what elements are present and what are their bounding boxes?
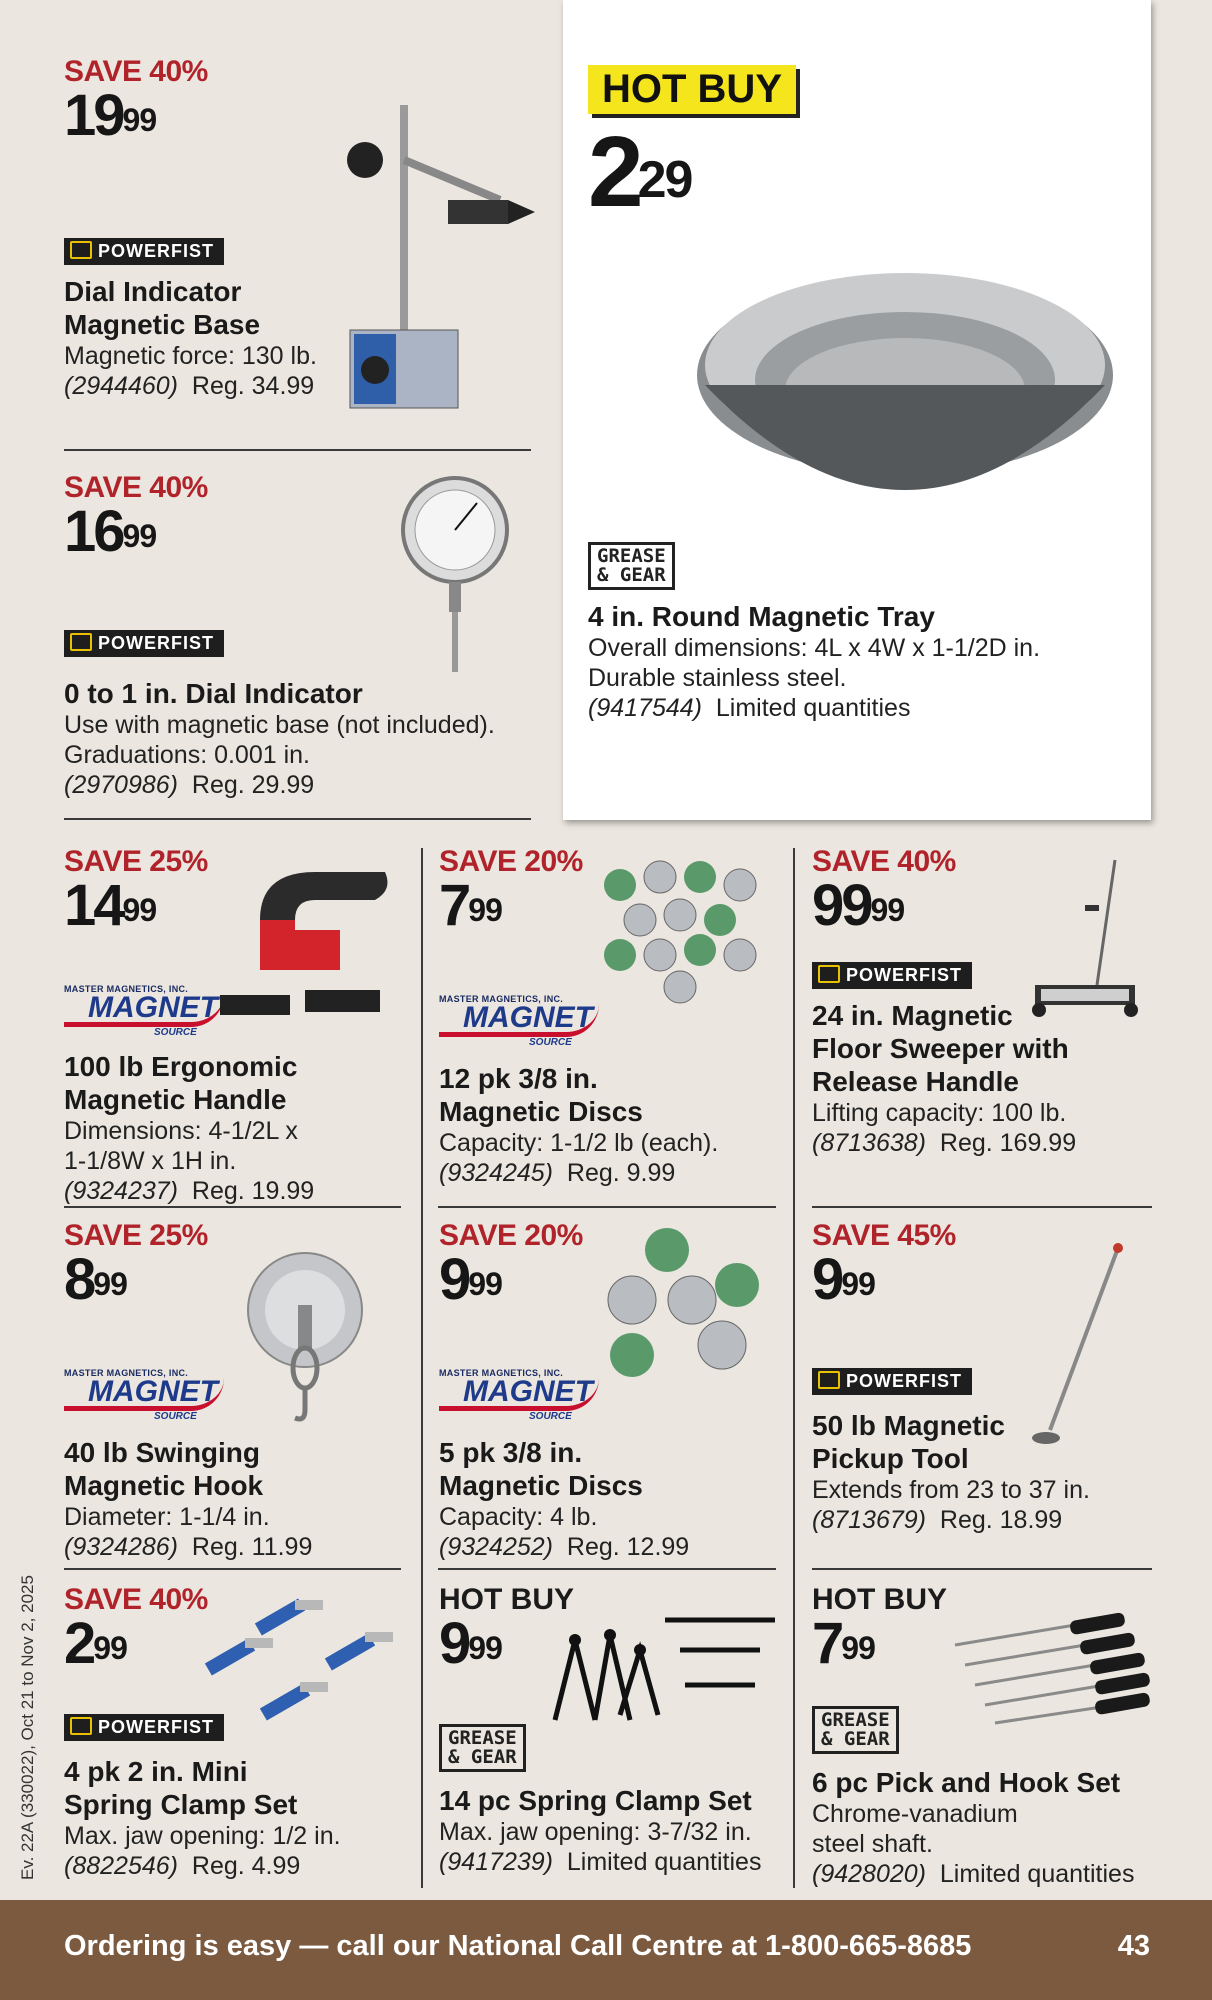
sku: (9417239) [439,1848,553,1876]
sale-price: $14^{99}$ [64,873,157,938]
sku: (2970986) [64,771,178,799]
sale-price: $7^{99}$ [439,873,502,938]
product-name: 6 pc Pick and Hook Set [812,1767,1121,1798]
product-spec: Chrome-vanadium [812,1800,1018,1828]
hot-buy-badge: HOT BUY [588,65,796,114]
regular-price: Reg. 34.99 [191,372,315,400]
regular-price: Reg. 4.99 [191,1852,301,1880]
sku: (8822546) [64,1852,178,1880]
product-spec: Dimensions: 4-1/2L x [64,1117,298,1145]
save-label: SAVE 40% [812,845,956,878]
product-spec: 1-1/8W x 1H in. [64,1147,237,1175]
sku: (2944460) [64,372,178,400]
sku: (9324237) [64,1177,178,1205]
product-spec: Max. jaw opening: 1/2 in. [64,1822,341,1850]
pick-hook-set-image [945,1605,1155,1735]
edition-info: Ev. 22A (330022), Oct 21 to Nov 2, 2025 [18,1575,37,1880]
product-spec: Lifting capacity: 100 lb. [812,1099,1067,1127]
sku: (9324286) [64,1533,178,1561]
grease-gear-logo: GREASE & GEAR [439,1724,526,1772]
dial-indicator-base-image [330,90,540,410]
magnet-source-logo: MASTER MAGNETICS, INC. MAGNET SOURCE [64,1368,224,1422]
product-spec: Extends from 23 to 37 in. [812,1476,1090,1504]
sale-price: $9^{99}$ [812,1247,875,1312]
regular-price: Reg. 12.99 [566,1533,690,1561]
product-spec: Graduations: 0.001 in. [64,741,310,769]
sale-price: $9^{99}$ [439,1611,502,1676]
magnetic-discs-image [590,855,770,1005]
sale-price: $8^{99}$ [64,1247,127,1312]
regular-price: Reg. 18.99 [939,1506,1063,1534]
product-name: Floor Sweeper with [812,1033,1069,1064]
sale-price: $99^{99}$ [812,873,905,938]
regular-price: Reg. 9.99 [566,1159,676,1187]
save-label: SAVE 20% [439,1219,583,1252]
product-spec: Capacity: 4 lb. [439,1503,598,1531]
product-name: Release Handle [812,1066,1019,1097]
product-spec: Durable stainless steel. [588,664,847,692]
divider [812,1568,1152,1570]
grease-gear-logo: GREASE & GEAR [588,542,675,590]
product-name: Magnetic Hook [64,1470,264,1501]
fist-icon [818,965,840,983]
magnetic-discs-image [592,1225,772,1385]
powerfist-logo: POWERFIST [64,238,224,265]
powerfist-logo: POWERFIST [812,962,972,989]
magnetic-hook-image [240,1250,370,1425]
product-name: 24 in. Magnetic [812,1000,1013,1031]
magnet-source-logo: MASTER MAGNETICS, INC. MAGNET SOURCE [439,1368,599,1422]
product-spec: Use with magnetic base (not included). [64,711,495,739]
divider [64,1568,401,1570]
sale-price: $16^{99}$ [64,499,157,564]
spring-clamp-image [200,1590,410,1740]
sale-price: $7^{99}$ [812,1611,875,1676]
spring-clamp-set-image [540,1610,780,1730]
magnet-source-logo: MASTER MAGNETICS, INC. MAGNET SOURCE [64,984,224,1038]
sku: (8713679) [812,1506,926,1534]
divider [812,1206,1152,1208]
fist-icon [70,633,92,651]
regular-price: Limited quantities [566,1848,762,1876]
product-name: Magnetic Handle [64,1084,287,1115]
regular-price: Reg. 19.99 [191,1177,315,1205]
regular-price: Reg. 29.99 [191,771,315,799]
powerfist-logo: POWERFIST [64,630,224,657]
product-spec: Diameter: 1-1/4 in. [64,1503,270,1531]
product-spec: Overall dimensions: 4L x 4W x 1-1/2D in. [588,634,1041,662]
hot-buy-label: HOT BUY [439,1583,574,1616]
powerfist-logo: POWERFIST [64,1714,224,1741]
magnetic-tray-image [690,265,1120,525]
product-spec: Magnetic force: 130 lb. [64,342,317,370]
sku: (9324245) [439,1159,553,1187]
product-name: Magnetic Discs [439,1096,643,1127]
product-spec: steel shaft. [812,1830,933,1858]
dial-indicator-image [395,475,515,685]
sku: (9428020) [812,1860,926,1888]
grease-gear-logo: GREASE & GEAR [812,1706,899,1754]
call-centre-message[interactable]: Ordering is easy — call our National Call Centre at 1-800-665-8685 [64,1930,972,1962]
product-name: 4 pk 2 in. Mini [64,1756,248,1787]
magnetic-handle-image [215,860,395,1020]
divider [64,1206,401,1208]
divider [438,1206,776,1208]
sale-price: $9^{99}$ [439,1247,502,1312]
product-name: Magnetic Discs [439,1470,643,1501]
sale-price: $2^{99}$ [64,1611,127,1676]
save-label: SAVE 25% [64,845,208,878]
sale-price: $19^{99}$ [64,83,157,148]
pickup-tool-image [1030,1240,1130,1450]
fist-icon [818,1371,840,1389]
save-label: SAVE 45% [812,1219,956,1252]
save-label: SAVE 20% [439,845,583,878]
column-divider [421,848,423,1888]
hot-buy-label: HOT BUY [812,1583,947,1616]
product-name: 0 to 1 in. Dial Indicator [64,678,363,709]
sku: (8713638) [812,1129,926,1157]
save-label: SAVE 40% [64,1583,208,1616]
page-number: 43 [1117,1930,1150,1962]
regular-price: Limited quantities [715,694,911,722]
product-spec: Max. jaw opening: 3-7/32 in. [439,1818,752,1846]
save-label: SAVE 25% [64,1219,208,1252]
product-name: 40 lb Swinging [64,1437,261,1468]
product-name: 5 pk 3/8 in. [439,1437,583,1468]
product-name: Spring Clamp Set [64,1789,298,1820]
product-name: 4 in. Round Magnetic Tray [588,601,935,632]
product-name: 14 pc Spring Clamp Set [439,1785,752,1816]
product-name: Magnetic Base [64,309,261,340]
product-name: Pickup Tool [812,1443,969,1474]
magnet-source-logo: MASTER MAGNETICS, INC. MAGNET SOURCE [439,994,599,1048]
divider [64,449,531,451]
column-divider [793,848,795,1888]
product-spec: Capacity: 1-1/2 lb (each). [439,1129,719,1157]
regular-price: Reg. 169.99 [939,1129,1077,1157]
save-label: SAVE 40% [64,55,208,88]
product-name: Dial Indicator [64,276,242,307]
sale-price: $2^{29}$ [588,116,692,228]
product-name: 100 lb Ergonomic [64,1051,298,1082]
divider [64,818,531,820]
product-name: 12 pk 3/8 in. [439,1063,598,1094]
regular-price: Reg. 11.99 [191,1533,313,1561]
divider [438,1568,776,1570]
floor-sweeper-image [1025,855,1145,1030]
footer-bar [0,1900,1212,2000]
product-name: 50 lb Magnetic [812,1410,1005,1441]
product-dial-indicator-base[interactable] [64,56,317,401]
sku: (9324252) [439,1533,553,1561]
fist-icon [70,1717,92,1735]
sku: (9417544) [588,694,702,722]
powerfist-logo: POWERFIST [812,1368,972,1395]
save-label: SAVE 40% [64,471,208,504]
regular-price: Limited quantities [939,1860,1135,1888]
fist-icon [70,241,92,259]
